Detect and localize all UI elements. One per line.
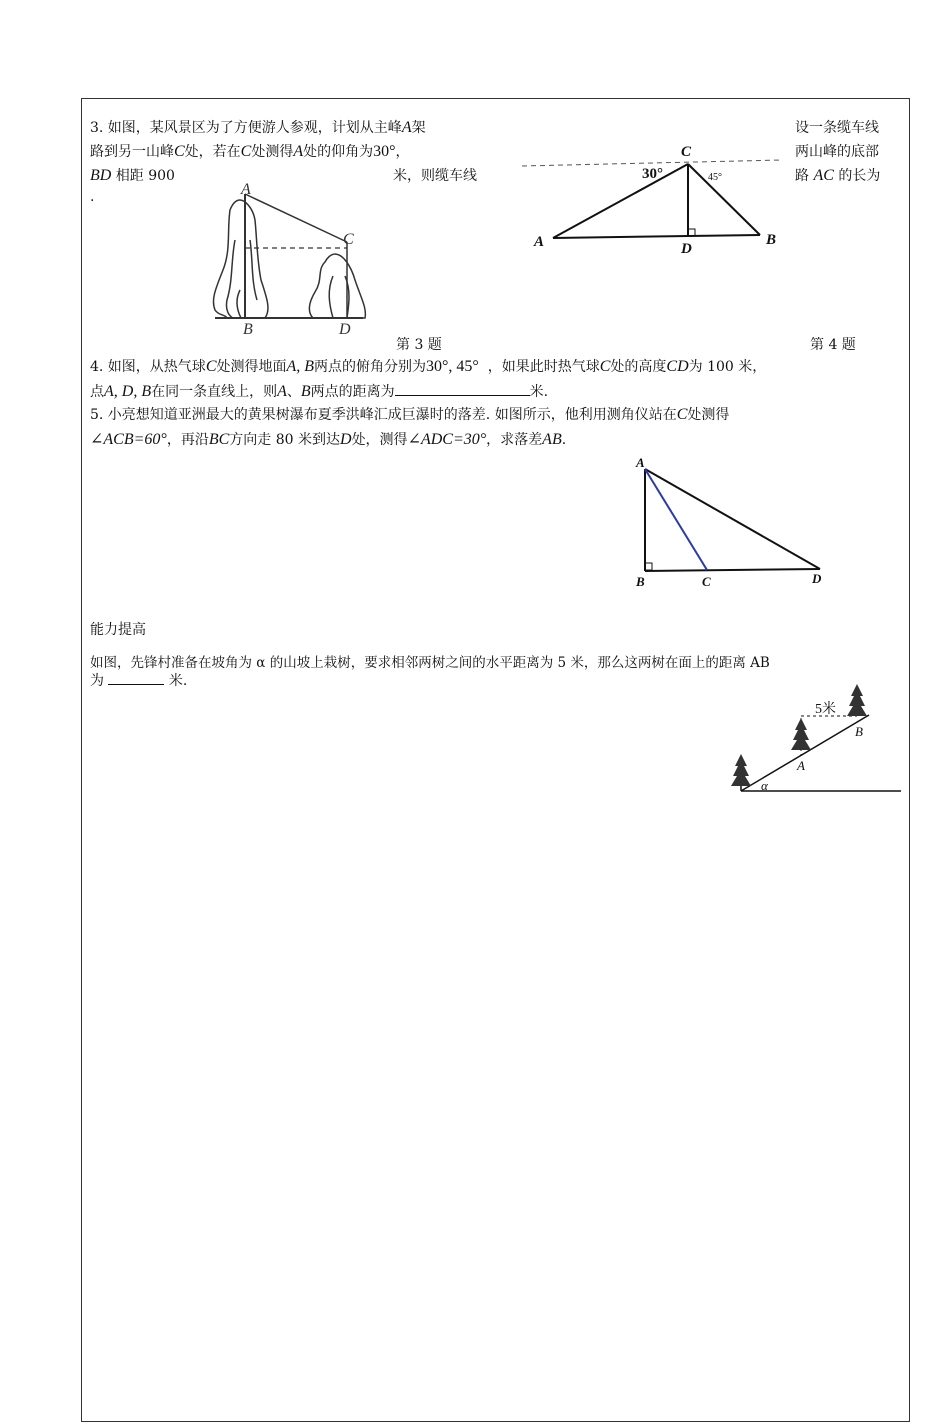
q4-label-d: D <box>681 241 692 257</box>
q3-line-3-mid: 米，则缆车线 <box>393 168 477 184</box>
tree-icon <box>847 684 867 716</box>
q5-label-b: B <box>636 574 645 589</box>
q3-line-1: 3. 如图，某风景区为了方便游人参观，计划从主峰A架 <box>90 119 426 136</box>
q3-figure <box>205 180 375 345</box>
q3-line-3: BD 相距 900 <box>90 167 175 184</box>
q4-label-c: C <box>681 144 692 160</box>
q3-line-3-right: 路 AC 的长为 <box>795 167 881 184</box>
q4-line-1: 4. 如图，从热气球C处测得地面A, B两点的俯角分别为30°, 45° ，如果此时热气球C处的高度CD为 100 米， <box>90 358 767 375</box>
q5-label-d: D <box>812 571 822 586</box>
q4-angle-45: 45° <box>708 172 722 183</box>
q4-line-2: 点A, D, B在同一条直线上，则A、B两点的距离为 米. <box>90 383 549 400</box>
q3-label-b: B <box>243 321 253 338</box>
ability-answer-blank[interactable] <box>108 670 164 685</box>
q3-line-2-right: 两山峰的底部 <box>795 144 879 160</box>
ability-heading: 能力提高 <box>90 622 146 638</box>
slope-label-b: B <box>855 724 863 739</box>
q4-figure <box>520 140 790 260</box>
q3-label-c: C <box>343 231 354 248</box>
slope-label-a: A <box>797 758 805 773</box>
q3-line-1-right: 设一条缆车线 <box>795 120 879 136</box>
q3-label-d: D <box>339 321 351 338</box>
ability-line-2: 为 米. <box>90 670 187 691</box>
q3-label-a: A <box>241 181 251 198</box>
q5-line-2: ∠ACB=60°，再沿BC方向走 80 米到达D处，测得∠ADC=30°，求落差AB. <box>90 431 567 448</box>
ability-line-1: 如图，先锋村准备在坡角为 α 的山坡上栽树，要求相邻两树之间的水平距离为 5 米，那么这两树在面上的距离 AB <box>90 655 770 671</box>
slope-distance-label: 5米 <box>815 702 836 717</box>
q5-label-c: C <box>702 574 711 589</box>
slope-figure <box>725 680 905 798</box>
q4-angle-30: 30° <box>642 166 663 182</box>
q4-answer-blank[interactable] <box>395 381 530 396</box>
slope-alpha: α <box>761 778 768 793</box>
q4-label-b: B <box>766 232 777 248</box>
q4-label-a: A <box>534 234 545 250</box>
q4-caption: 第 4 题 <box>810 337 856 353</box>
tree-icon <box>731 754 751 786</box>
q3-caption: 第 3 题 <box>396 337 442 353</box>
q5-line-1: 5. 小亮想知道亚洲最大的黄果树瀑布夏季洪峰汇成巨瀑时的落差. 如图所示，他利用测角仪站在C处测得 <box>90 406 730 423</box>
q5-label-a: A <box>636 455 645 470</box>
q5-figure <box>630 455 830 590</box>
tree-icon <box>791 718 811 750</box>
q3-line-4: . <box>90 189 95 205</box>
q3-line-2: 路到另一山峰C处，若在C处测得A处的仰角为30°， <box>90 143 410 160</box>
